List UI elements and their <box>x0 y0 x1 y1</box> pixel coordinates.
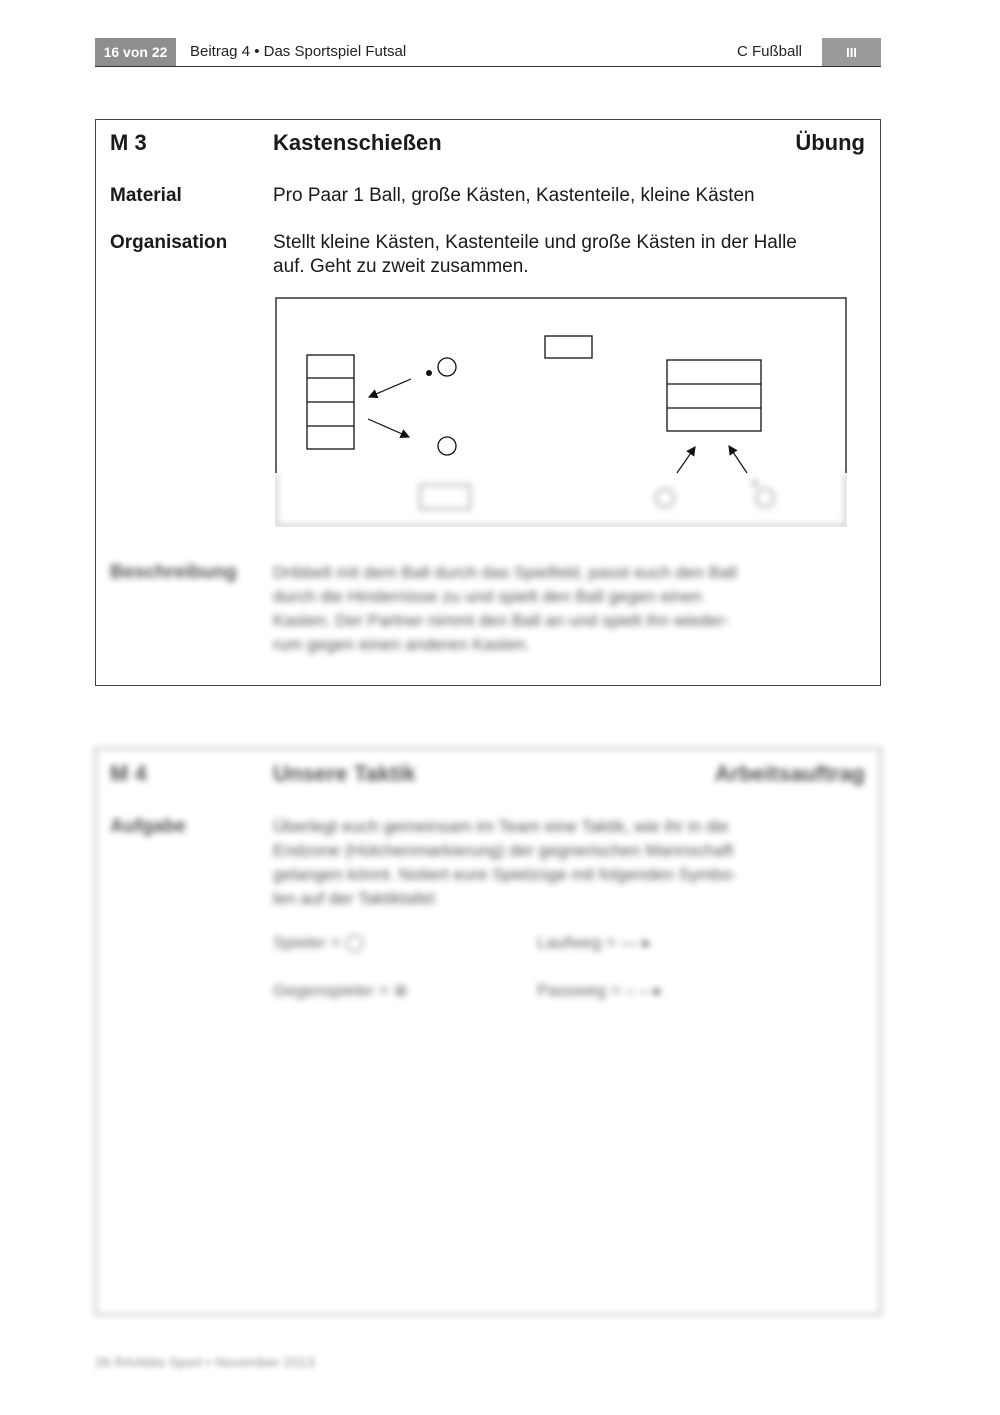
player-circle-2 <box>438 437 456 455</box>
m3-organisation-text-2: auf. Geht zu zweit zusammen. <box>273 256 529 277</box>
arrow-pass <box>368 419 409 437</box>
m4-type: Arbeitsauftrag <box>714 761 865 786</box>
player-circle-1 <box>438 358 456 376</box>
page-footer: 26 RAAbits Sport • November 2013 <box>95 1354 315 1370</box>
m3-description-line: Kasten. Der Partner nimmt den Ball an und spielt ihn wieder- <box>273 611 730 630</box>
m3-type: Übung <box>795 130 865 155</box>
m3-organisation-label: Organisation <box>110 232 228 253</box>
symbol-run: Laufweg = — ▸ <box>537 933 651 952</box>
field-diagram <box>275 297 847 527</box>
symbol-player: Spieler = ◯ <box>273 933 365 952</box>
m3-title: Kastenschießen <box>273 130 442 155</box>
m3-description-line: durch die Hindernisse zu und spielt den Ball gegen einen <box>273 587 703 606</box>
m3-organisation-text-1: Stellt kleine Kästen, Kastenteile und große Kästen in der Halle <box>273 232 797 253</box>
m3-description-label: Beschreibung <box>110 562 237 583</box>
article-title: Beitrag 4 • Das Sportspiel Futsal <box>190 43 407 60</box>
large-box <box>667 360 761 431</box>
page-count-badge: 16 von 22 <box>95 38 176 66</box>
diagram-blurred-part <box>276 473 846 526</box>
m4-title: Unsere Taktik <box>273 761 416 786</box>
m4-task-line: Überlegt euch gemeinsam im Team eine Taktik, wie ihr in die <box>273 817 729 836</box>
header-divider <box>95 66 881 67</box>
m4-task-line: len auf der Taktiktafel: <box>273 889 439 908</box>
m4-task-line: Endzone (Hütchenmarkierung) der gegnerischen Mannschaft <box>273 841 734 860</box>
m4-task-line: gelangen könnt. Notiert eure Spielzüge mit folgenden Symbo- <box>273 865 738 884</box>
arrow-shot-1 <box>369 379 411 397</box>
m3-material-text: Pro Paar 1 Ball, große Kästen, Kastenteile, kleine Kästen <box>273 185 755 206</box>
diagram-clear-part <box>276 298 846 473</box>
symbol-pass: Passweg = – – ▸ <box>537 981 663 1000</box>
small-box <box>545 336 592 358</box>
m3-material-label: Material <box>110 185 182 206</box>
m4-code: M 4 <box>110 761 147 786</box>
symbol-opponent: Gegenspieler = ⊗ <box>273 981 408 1000</box>
roman-numeral-badge: III <box>822 38 881 66</box>
section-label: C Fußball <box>737 43 803 60</box>
m4-task-label: Aufgabe <box>110 816 186 837</box>
m3-description-line: rum gegen einen anderen Kasten. <box>273 635 531 654</box>
m3-code: M 3 <box>110 130 147 155</box>
m3-description-line: Dribbelt mit dem Ball durch das Spielfeld, passt euch den Ball <box>273 563 737 582</box>
arrow-shot-2 <box>677 447 695 473</box>
arrow-shot-3 <box>729 446 747 473</box>
ball-dot <box>426 370 432 376</box>
